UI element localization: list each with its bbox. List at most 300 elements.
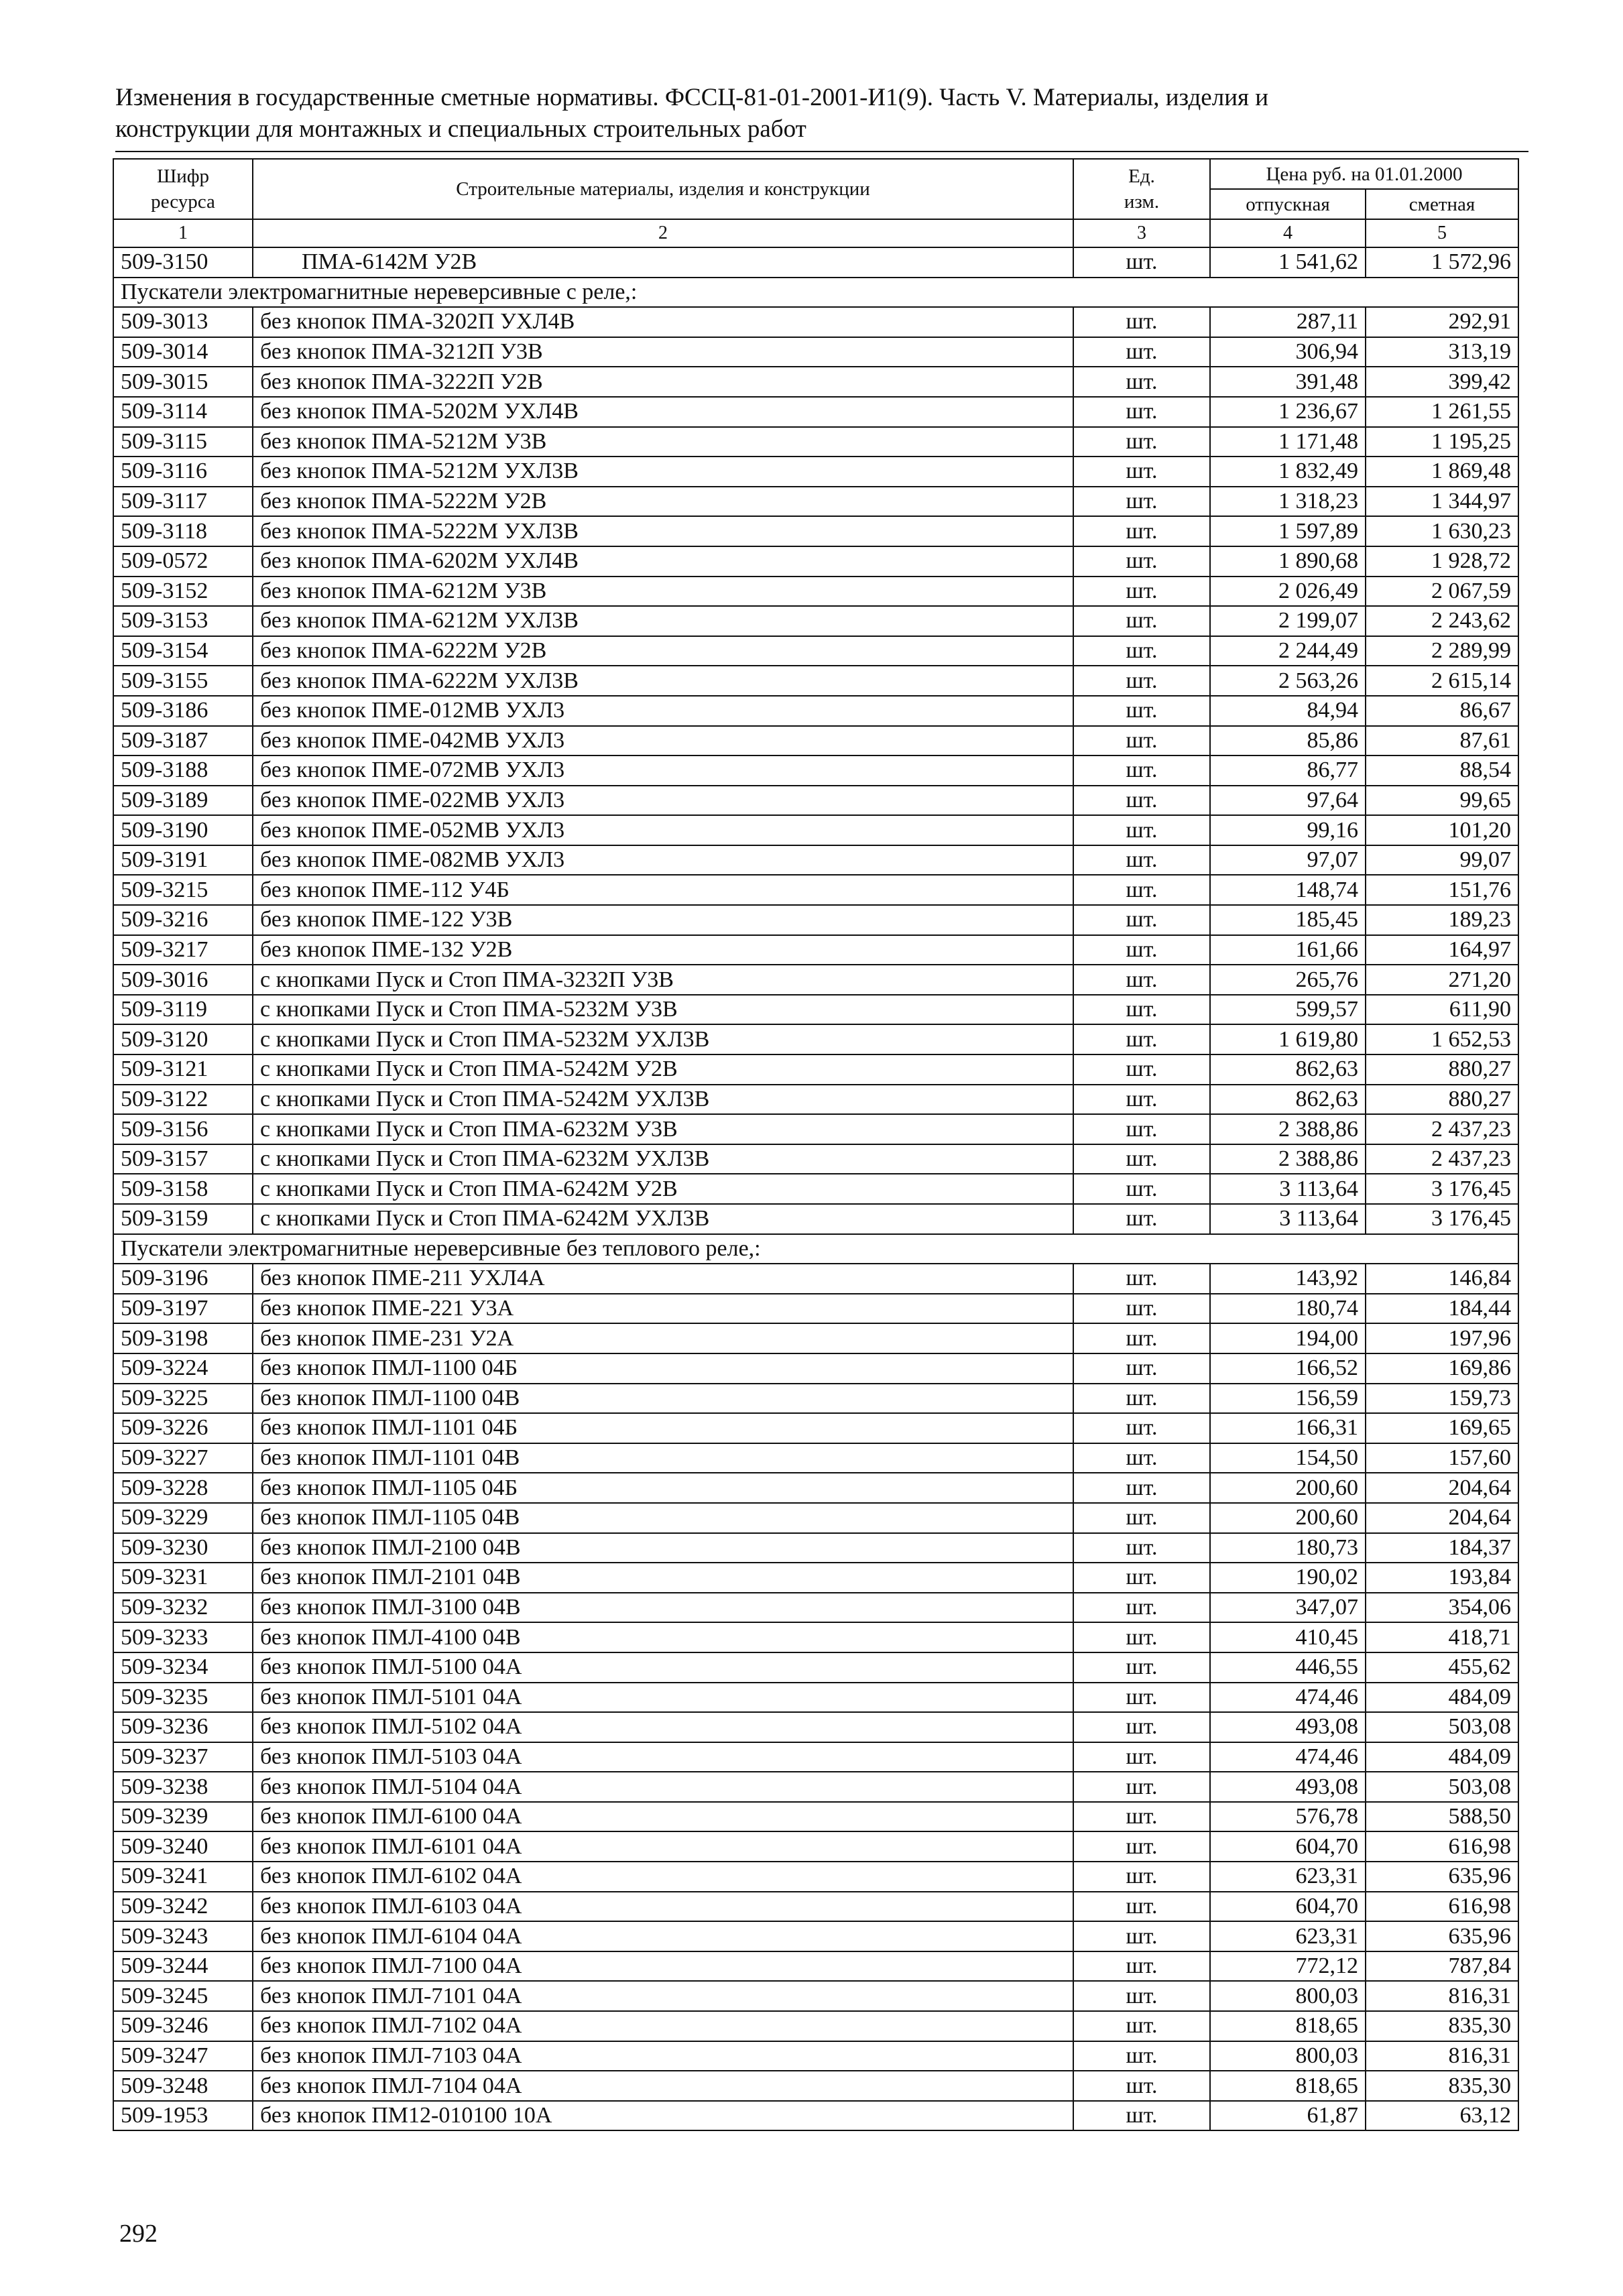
estimate-price: 787,84	[1366, 1951, 1518, 1982]
estimate-price: 816,31	[1366, 2041, 1518, 2071]
release-price: 1 318,23	[1210, 487, 1366, 517]
section-header-row	[113, 278, 1518, 308]
estimate-price: 635,96	[1366, 1862, 1518, 1892]
material-name: без кнопок ПМЕ-012МВ УХЛ3	[253, 696, 1073, 726]
table-row	[113, 965, 1518, 995]
unit: шт.	[1073, 1622, 1210, 1652]
release-price: 194,00	[1210, 1323, 1366, 1353]
release-price: 1 597,89	[1210, 516, 1366, 546]
table-row	[113, 1712, 1518, 1742]
table-row	[113, 1204, 1518, 1234]
table-row	[113, 1742, 1518, 1772]
unit: шт.	[1073, 1114, 1210, 1144]
table-row	[113, 1652, 1518, 1683]
material-name: с кнопками Пуск и Стоп ПМА-6232М УХЛ3В	[253, 1144, 1073, 1174]
estimate-price: 816,31	[1366, 1981, 1518, 2011]
release-price: 86,77	[1210, 756, 1366, 786]
estimate-price: 1 869,48	[1366, 457, 1518, 487]
estimate-price: 99,07	[1366, 845, 1518, 875]
unit: шт.	[1073, 636, 1210, 666]
material-name: без кнопок ПМЕ-231 У2А	[253, 1323, 1073, 1353]
table-row	[113, 1563, 1518, 1593]
unit: шт.	[1073, 1921, 1210, 1951]
estimate-price: 99,65	[1366, 786, 1518, 816]
release-price: 1 890,68	[1210, 546, 1366, 577]
material-name: без кнопок ПМЛ-1100 04Б	[253, 1353, 1073, 1384]
material-name: без кнопок ПМЛ-3100 04В	[253, 1593, 1073, 1623]
resource-code: 509-3156	[113, 1114, 253, 1144]
estimate-price: 1 928,72	[1366, 546, 1518, 577]
unit: шт.	[1073, 786, 1210, 816]
unit: шт.	[1073, 1294, 1210, 1324]
resource-code: 509-3242	[113, 1892, 253, 1922]
estimate-price: 86,67	[1366, 696, 1518, 726]
resource-code: 509-3150	[113, 247, 253, 278]
material-name: без кнопок ПМЛ-6100 04А	[253, 1802, 1073, 1832]
release-price: 446,55	[1210, 1652, 1366, 1683]
resource-code: 509-3228	[113, 1473, 253, 1503]
unit: шт.	[1073, 756, 1210, 786]
material-name: без кнопок ПМЕ-211 УХЛ4А	[253, 1264, 1073, 1294]
resource-code: 509-3231	[113, 1563, 253, 1593]
unit: шт.	[1073, 1144, 1210, 1174]
resource-code: 509-3116	[113, 457, 253, 487]
release-price: 306,94	[1210, 337, 1366, 367]
release-price: 166,52	[1210, 1353, 1366, 1384]
material-name: без кнопок ПМЕ-072МВ УХЛ3	[253, 756, 1073, 786]
unit: шт.	[1073, 247, 1210, 278]
estimate-price: 159,73	[1366, 1384, 1518, 1414]
material-name: без кнопок ПМЛ-5100 04А	[253, 1652, 1073, 1683]
estimate-price: 399,42	[1366, 367, 1518, 397]
material-name: без кнопок ПМА-5222М УХЛ3В	[253, 516, 1073, 546]
resource-code: 509-3198	[113, 1323, 253, 1353]
estimate-price: 169,86	[1366, 1353, 1518, 1384]
estimate-price: 3 176,45	[1366, 1174, 1518, 1204]
release-price: 166,31	[1210, 1413, 1366, 1443]
estimate-price: 611,90	[1366, 995, 1518, 1025]
resource-code: 509-3159	[113, 1204, 253, 1234]
release-price: 1 171,48	[1210, 427, 1366, 457]
resource-code: 509-3239	[113, 1802, 253, 1832]
resource-code: 509-3153	[113, 606, 253, 636]
material-name: без кнопок ПМЕ-082МВ УХЛ3	[253, 845, 1073, 875]
unit: шт.	[1073, 666, 1210, 696]
estimate-price: 1 261,55	[1366, 397, 1518, 427]
resource-code: 509-3155	[113, 666, 253, 696]
table-row	[113, 1892, 1518, 1922]
material-name: без кнопок ПМЛ-7103 04А	[253, 2041, 1073, 2071]
material-name: с кнопками Пуск и Стоп ПМА-5232М УХЛ3В	[253, 1024, 1073, 1054]
resource-code: 509-3245	[113, 1981, 253, 2011]
header-line-1: Изменения в государственные сметные нормативы. ФССЦ-81-01-2001-И1(9). Часть V. Материалы, изделия и	[115, 84, 1269, 111]
table-row	[113, 905, 1518, 935]
estimate-price: 169,65	[1366, 1413, 1518, 1443]
table-row	[113, 1144, 1518, 1174]
material-name: без кнопок ПМА-3222П У2В	[253, 367, 1073, 397]
table-row	[113, 1593, 1518, 1623]
resource-code: 509-3227	[113, 1443, 253, 1473]
estimate-price: 197,96	[1366, 1323, 1518, 1353]
estimate-price: 616,98	[1366, 1892, 1518, 1922]
table-row	[113, 666, 1518, 696]
material-name: без кнопок ПМЕ-042МВ УХЛ3	[253, 726, 1073, 756]
estimate-price: 101,20	[1366, 815, 1518, 845]
estimate-price: 313,19	[1366, 337, 1518, 367]
col-price-header: Цена руб. на 01.01.2000	[1210, 159, 1518, 189]
table-row	[113, 995, 1518, 1025]
unit: шт.	[1073, 2041, 1210, 2071]
release-price: 800,03	[1210, 2041, 1366, 2071]
unit: шт.	[1073, 875, 1210, 905]
estimate-price: 418,71	[1366, 1622, 1518, 1652]
col-number: 5	[1366, 219, 1518, 247]
release-price: 200,60	[1210, 1473, 1366, 1503]
section-header-row	[113, 1234, 1518, 1264]
table-row	[113, 696, 1518, 726]
resource-code: 509-3247	[113, 2041, 253, 2071]
material-name: без кнопок ПМЛ-1100 04В	[253, 1384, 1073, 1414]
resource-code: 509-3241	[113, 1862, 253, 1892]
estimate-price: 2 615,14	[1366, 666, 1518, 696]
material-name: без кнопок ПМЛ-5104 04А	[253, 1772, 1073, 1802]
material-name: без кнопок ПМА-6212М УХЛ3В	[253, 606, 1073, 636]
release-price: 156,59	[1210, 1384, 1366, 1414]
release-price: 410,45	[1210, 1622, 1366, 1652]
material-name: с кнопками Пуск и Стоп ПМА-6242М У2В	[253, 1174, 1073, 1204]
col-number: 1	[113, 219, 253, 247]
resource-code: 509-3224	[113, 1353, 253, 1384]
release-price: 2 388,86	[1210, 1114, 1366, 1144]
release-price: 474,46	[1210, 1683, 1366, 1713]
material-name: без кнопок ПМЕ-221 У3А	[253, 1294, 1073, 1324]
unit: шт.	[1073, 1742, 1210, 1772]
resource-code: 509-3189	[113, 786, 253, 816]
resource-code: 509-3196	[113, 1264, 253, 1294]
unit: шт.	[1073, 815, 1210, 845]
table-row	[113, 815, 1518, 845]
estimate-price: 880,27	[1366, 1054, 1518, 1085]
resource-code: 509-3197	[113, 1294, 253, 1324]
resource-code: 509-3114	[113, 397, 253, 427]
unit: шт.	[1073, 1712, 1210, 1742]
estimate-price: 146,84	[1366, 1264, 1518, 1294]
material-name: без кнопок ПМА-3212П У3В	[253, 337, 1073, 367]
release-price: 1 541,62	[1210, 247, 1366, 278]
resource-code: 509-3157	[113, 1144, 253, 1174]
table-row	[113, 1384, 1518, 1414]
unit: шт.	[1073, 1503, 1210, 1533]
table-row	[113, 516, 1518, 546]
estimate-price: 2 437,23	[1366, 1114, 1518, 1144]
table-row	[113, 1772, 1518, 1802]
estimate-price: 1 344,97	[1366, 487, 1518, 517]
material-name: без кнопок ПМЛ-2101 04В	[253, 1563, 1073, 1593]
release-price: 1 236,67	[1210, 397, 1366, 427]
estimate-price: 204,64	[1366, 1503, 1518, 1533]
estimate-price: 1 630,23	[1366, 516, 1518, 546]
table-row	[113, 1024, 1518, 1054]
resource-code: 509-3243	[113, 1921, 253, 1951]
estimate-price: 616,98	[1366, 1831, 1518, 1862]
release-price: 474,46	[1210, 1742, 1366, 1772]
material-name: без кнопок ПМА-6202М УХЛ4В	[253, 546, 1073, 577]
table-row	[113, 1981, 1518, 2011]
resource-code: 509-3232	[113, 1593, 253, 1623]
section-title: Пускатели электромагнитные нереверсивные без теплового реле,:	[113, 1234, 1518, 1264]
estimate-price: 835,30	[1366, 2011, 1518, 2041]
col-release-price-header: отпускная	[1210, 189, 1366, 219]
table-row	[113, 247, 1518, 278]
table-row	[113, 487, 1518, 517]
estimate-price: 2 289,99	[1366, 636, 1518, 666]
table-row	[113, 1174, 1518, 1204]
table-row	[113, 1951, 1518, 1982]
unit: шт.	[1073, 1981, 1210, 2011]
table-row	[113, 546, 1518, 577]
resource-code: 509-3240	[113, 1831, 253, 1862]
resource-code: 509-3236	[113, 1712, 253, 1742]
release-price: 818,65	[1210, 2011, 1366, 2041]
unit: шт.	[1073, 307, 1210, 337]
table-row	[113, 1323, 1518, 1353]
page-number: 292	[119, 2220, 158, 2248]
unit: шт.	[1073, 1353, 1210, 1384]
release-price: 99,16	[1210, 815, 1366, 845]
resource-code: 509-3215	[113, 875, 253, 905]
estimate-price: 503,08	[1366, 1712, 1518, 1742]
resource-code: 509-3115	[113, 427, 253, 457]
unit: шт.	[1073, 1473, 1210, 1503]
release-price: 180,73	[1210, 1533, 1366, 1563]
table-row	[113, 1054, 1518, 1085]
material-name: без кнопок ПМ12-010100 10А	[253, 2101, 1073, 2131]
material-name: без кнопок ПМА-5222М У2В	[253, 487, 1073, 517]
material-name: без кнопок ПМА-6222М УХЛ3В	[253, 666, 1073, 696]
table-row	[113, 1503, 1518, 1533]
estimate-price: 184,37	[1366, 1533, 1518, 1563]
unit: шт.	[1073, 2071, 1210, 2101]
unit: шт.	[1073, 606, 1210, 636]
resource-code: 509-3158	[113, 1174, 253, 1204]
estimate-price: 880,27	[1366, 1085, 1518, 1115]
unit: шт.	[1073, 1593, 1210, 1623]
resource-code: 509-3122	[113, 1085, 253, 1115]
release-price: 2 563,26	[1210, 666, 1366, 696]
material-name: без кнопок ПМЕ-132 У2В	[253, 935, 1073, 965]
material-name: без кнопок ПМЛ-1105 04В	[253, 1503, 1073, 1533]
unit: шт.	[1073, 845, 1210, 875]
release-price: 148,74	[1210, 875, 1366, 905]
estimate-price: 184,44	[1366, 1294, 1518, 1324]
estimate-price: 835,30	[1366, 2071, 1518, 2101]
resource-code: 509-3014	[113, 337, 253, 367]
table-row	[113, 1114, 1518, 1144]
resource-code: 509-3191	[113, 845, 253, 875]
estimate-price: 2 243,62	[1366, 606, 1518, 636]
release-price: 493,08	[1210, 1772, 1366, 1802]
table-row	[113, 1862, 1518, 1892]
table-row	[113, 786, 1518, 816]
release-price: 85,86	[1210, 726, 1366, 756]
unit: шт.	[1073, 696, 1210, 726]
material-name: без кнопок ПМА-5202М УХЛ4В	[253, 397, 1073, 427]
release-price: 97,64	[1210, 786, 1366, 816]
material-name: без кнопок ПМЕ-112 У4Б	[253, 875, 1073, 905]
release-price: 180,74	[1210, 1294, 1366, 1324]
material-name: с кнопками Пуск и Стоп ПМА-5232М У3В	[253, 995, 1073, 1025]
table-row	[113, 845, 1518, 875]
unit: шт.	[1073, 995, 1210, 1025]
table-row	[113, 337, 1518, 367]
unit: шт.	[1073, 1831, 1210, 1862]
table-row	[113, 1294, 1518, 1324]
table-row	[113, 1413, 1518, 1443]
table-row	[113, 1443, 1518, 1473]
material-name: без кнопок ПМЛ-5102 04А	[253, 1712, 1073, 1742]
release-price: 604,70	[1210, 1831, 1366, 1862]
material-name: с кнопками Пуск и Стоп ПМА-5242М У2В	[253, 1054, 1073, 1085]
release-price: 2 026,49	[1210, 577, 1366, 607]
unit: шт.	[1073, 1951, 1210, 1982]
estimate-price: 151,76	[1366, 875, 1518, 905]
release-price: 190,02	[1210, 1563, 1366, 1593]
resource-code: 509-3154	[113, 636, 253, 666]
col-number: 2	[253, 219, 1073, 247]
unit: шт.	[1073, 1443, 1210, 1473]
table-row	[113, 577, 1518, 607]
resource-code: 509-3225	[113, 1384, 253, 1414]
release-price: 862,63	[1210, 1085, 1366, 1115]
material-name: без кнопок ПМЛ-7101 04А	[253, 1981, 1073, 2011]
header-rule	[115, 151, 1528, 152]
material-name: без кнопок ПМЛ-6103 04А	[253, 1892, 1073, 1922]
unit: шт.	[1073, 1085, 1210, 1115]
table-row	[113, 606, 1518, 636]
release-price: 623,31	[1210, 1921, 1366, 1951]
table-row	[113, 397, 1518, 427]
estimate-price: 271,20	[1366, 965, 1518, 995]
table-row	[113, 1683, 1518, 1713]
table-row	[113, 1533, 1518, 1563]
resource-code: 509-3238	[113, 1772, 253, 1802]
unit: шт.	[1073, 2011, 1210, 2041]
release-price: 493,08	[1210, 1712, 1366, 1742]
release-price: 84,94	[1210, 696, 1366, 726]
unit: шт.	[1073, 577, 1210, 607]
unit: шт.	[1073, 935, 1210, 965]
section-title: Пускатели электромагнитные нереверсивные с реле,:	[113, 278, 1518, 308]
material-name: без кнопок ПМА-5212М У3В	[253, 427, 1073, 457]
release-price: 347,07	[1210, 1593, 1366, 1623]
unit: шт.	[1073, 726, 1210, 756]
release-price: 2 244,49	[1210, 636, 1366, 666]
estimate-price: 1 652,53	[1366, 1024, 1518, 1054]
release-price: 862,63	[1210, 1054, 1366, 1085]
unit: шт.	[1073, 546, 1210, 577]
table-row	[113, 2071, 1518, 2101]
release-price: 61,87	[1210, 2101, 1366, 2131]
estimate-price: 1 572,96	[1366, 247, 1518, 278]
unit: шт.	[1073, 1563, 1210, 1593]
material-name: без кнопок ПМЕ-052МВ УХЛ3	[253, 815, 1073, 845]
release-price: 576,78	[1210, 1802, 1366, 1832]
table-row	[113, 1264, 1518, 1294]
material-name: без кнопок ПМЛ-1105 04Б	[253, 1473, 1073, 1503]
release-price: 2 199,07	[1210, 606, 1366, 636]
material-name: без кнопок ПМЛ-2100 04В	[253, 1533, 1073, 1563]
release-price: 161,66	[1210, 935, 1366, 965]
estimate-price: 484,09	[1366, 1683, 1518, 1713]
col-code-header: Шифр ресурса	[113, 159, 253, 219]
material-name: без кнопок ПМА-6222М У2В	[253, 636, 1073, 666]
release-price: 265,76	[1210, 965, 1366, 995]
material-name: с кнопками Пуск и Стоп ПМА-6232М У3В	[253, 1114, 1073, 1144]
header-line-2: конструкции для монтажных и специальных строительных работ	[115, 115, 806, 143]
resource-code: 509-1953	[113, 2101, 253, 2131]
table-row	[113, 2101, 1518, 2131]
table-row	[113, 1622, 1518, 1652]
estimate-price: 193,84	[1366, 1563, 1518, 1593]
unit: шт.	[1073, 1533, 1210, 1563]
estimate-price: 354,06	[1366, 1593, 1518, 1623]
resource-code: 509-3120	[113, 1024, 253, 1054]
release-price: 599,57	[1210, 995, 1366, 1025]
page-header	[115, 82, 1510, 145]
release-price: 800,03	[1210, 1981, 1366, 2011]
material-name: без кнопок ПМА-6212М У3В	[253, 577, 1073, 607]
table-row	[113, 367, 1518, 397]
material-name: без кнопок ПМЕ-022МВ УХЛ3	[253, 786, 1073, 816]
unit: шт.	[1073, 1862, 1210, 1892]
resource-code: 509-3119	[113, 995, 253, 1025]
material-name: без кнопок ПМЛ-7104 04А	[253, 2071, 1073, 2101]
material-name: без кнопок ПМЛ-5101 04А	[253, 1683, 1073, 1713]
release-price: 2 388,86	[1210, 1144, 1366, 1174]
table-row	[113, 307, 1518, 337]
material-name: с кнопками Пуск и Стоп ПМА-6242М УХЛ3В	[253, 1204, 1073, 1234]
resource-code: 509-3016	[113, 965, 253, 995]
unit: шт.	[1073, 1174, 1210, 1204]
unit: шт.	[1073, 1892, 1210, 1922]
resource-code: 509-3216	[113, 905, 253, 935]
unit: шт.	[1073, 965, 1210, 995]
unit: шт.	[1073, 1264, 1210, 1294]
release-price: 200,60	[1210, 1503, 1366, 1533]
unit: шт.	[1073, 1413, 1210, 1443]
material-name: без кнопок ПМА-3202П УХЛ4В	[253, 307, 1073, 337]
col-unit-header: Ед. изм.	[1073, 159, 1210, 219]
release-price: 97,07	[1210, 845, 1366, 875]
material-name: без кнопок ПМЛ-1101 04В	[253, 1443, 1073, 1473]
unit: шт.	[1073, 1802, 1210, 1832]
material-name: без кнопок ПМЛ-7100 04А	[253, 1951, 1073, 1982]
resource-code: 509-3233	[113, 1622, 253, 1652]
resource-code: 509-3217	[113, 935, 253, 965]
unit: шт.	[1073, 905, 1210, 935]
table-row	[113, 457, 1518, 487]
table-row	[113, 875, 1518, 905]
estimate-price: 204,64	[1366, 1473, 1518, 1503]
col-estimate-price-header: сметная	[1366, 189, 1518, 219]
resource-code: 509-3121	[113, 1054, 253, 1085]
table-row	[113, 427, 1518, 457]
estimate-price: 2 437,23	[1366, 1144, 1518, 1174]
unit: шт.	[1073, 1323, 1210, 1353]
estimate-price: 503,08	[1366, 1772, 1518, 1802]
unit: шт.	[1073, 427, 1210, 457]
material-name: без кнопок ПМЛ-1101 04Б	[253, 1413, 1073, 1443]
